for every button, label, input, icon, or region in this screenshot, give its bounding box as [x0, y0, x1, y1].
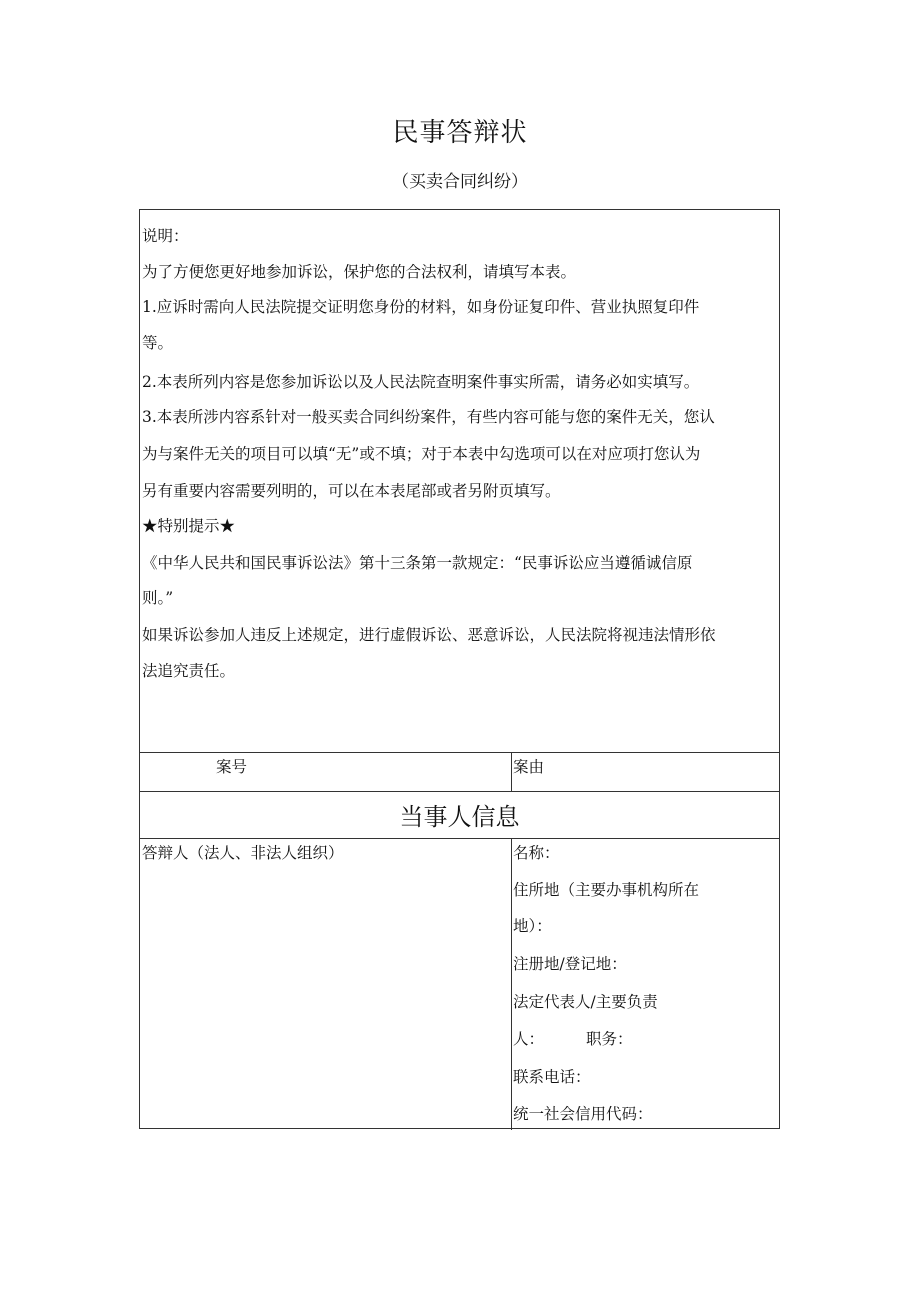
- representative-field-label-line-2: 人：: [513, 1030, 545, 1048]
- instruction-item-3-line-1: 3.本表所涉内容系针对一般买卖合同纠纷案件，有些内容可能与您的案件无关，您认: [142, 408, 715, 426]
- column-divider: [511, 752, 512, 791]
- instructions-intro: 为了方便您更好地参加诉讼，保护您的合法权利，请填写本表。: [142, 263, 577, 281]
- divider-line: [140, 838, 779, 839]
- case-number-label: 案号: [216, 758, 248, 776]
- form-table: [139, 209, 780, 1129]
- registration-field-label: 注册地/登记地：: [513, 955, 627, 973]
- party-info-header: 当事人信息: [399, 803, 520, 831]
- credit-code-field-label: 统一社会信用代码：: [513, 1105, 653, 1123]
- address-field-label-line-2: 地）：: [513, 917, 552, 935]
- instruction-item-3-line-2: 为与案件无关的项目可以填“无”或不填；对于本表中勾选项可以在对应项打您认为: [142, 445, 701, 463]
- document-title: 民事答辩状: [392, 118, 528, 148]
- column-divider: [511, 838, 512, 1130]
- phone-field-label: 联系电话：: [513, 1068, 591, 1086]
- warning-line-2: 法追究责任。: [142, 662, 236, 680]
- instruction-item-2: 2.本表所列内容是您参加诉讼以及人民法院查明案件事实所需，请务必如实填写。: [142, 373, 700, 391]
- instruction-item-3-line-3: 另有重要内容需要列明的，可以在本表尾部或者另附页填写。: [142, 482, 561, 500]
- warning-line-1: 如果诉讼参加人违反上述规定，进行虚假诉讼、恶意诉讼，人民法院将视违法情形依: [142, 626, 716, 644]
- position-field-label: 职务：: [586, 1030, 633, 1048]
- law-citation-line-2: 则。”: [142, 589, 174, 607]
- instructions-heading: 说明：: [142, 227, 189, 245]
- instruction-item-1-line-1: 1.应诉时需向人民法院提交证明您身份的材料，如身份证复印件、营业执照复印件: [142, 298, 700, 316]
- instruction-item-1-line-2: 等。: [142, 334, 174, 352]
- document-subtitle: （买卖合同纠纷）: [392, 172, 528, 192]
- divider-line: [140, 791, 779, 792]
- special-notice-heading: ★特别提示★: [142, 517, 236, 535]
- case-cause-label: 案由: [513, 758, 545, 776]
- address-field-label-line-1: 住所地（主要办事机构所在: [513, 881, 700, 899]
- divider-line: [140, 752, 779, 753]
- name-field-label: 名称：: [513, 844, 560, 862]
- law-citation-line-1: 《中华人民共和国民事诉讼法》第十三条第一款规定：“民事诉讼应当遵循诚信原: [142, 554, 693, 572]
- representative-field-label-line-1: 法定代表人/主要负责: [513, 993, 658, 1011]
- respondent-label: 答辩人（法人、非法人组织）: [142, 844, 344, 862]
